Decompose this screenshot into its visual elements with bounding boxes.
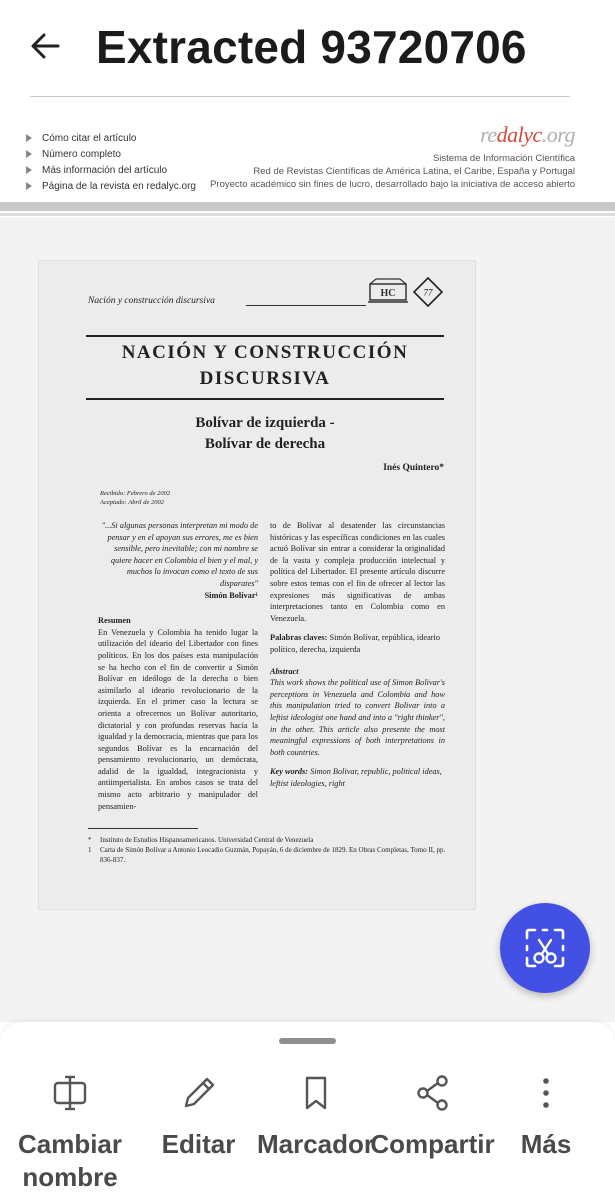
article-link-label: Cómo citar el artículo bbox=[42, 132, 137, 144]
sheet-drag-handle[interactable] bbox=[279, 1038, 336, 1044]
header-top-line bbox=[30, 96, 570, 97]
triangle-bullet-icon bbox=[26, 150, 32, 158]
triangle-bullet-icon bbox=[26, 182, 32, 190]
rename-icon bbox=[51, 1074, 89, 1112]
share-button[interactable] bbox=[370, 1074, 495, 1194]
article-link-label: Más información del artículo bbox=[42, 164, 168, 176]
page-number-badge bbox=[413, 277, 443, 307]
bookmark-icon bbox=[297, 1074, 335, 1112]
article-link[interactable] bbox=[26, 130, 196, 146]
scanned-page bbox=[38, 260, 476, 910]
article-link[interactable] bbox=[26, 178, 196, 194]
scan-fab-button[interactable] bbox=[500, 903, 590, 993]
resumen-text: En Venezuela y Colombia ha tenido lugar la utilización del ideario del Libertador con fines políticos. En los dos países esta manipulación se ha hecho con el fin de convertir a Simón Bolívar en ideólogo de la derecha o bien asimilarlo al ideario revolucionario de la izquierda. En el primer caso la lectura se orienta a ofrecernos un Bolívar autoritario, dictatorial y con profundas reservas hacia la igualdad y la democracia, mientras que para los segundos Bolívar es la encarnación del pensamiento revolucionario, un demócrata, adalid de la igualdad, integracionista y antiimperialista. En ambos casos se trata del mismo acto arbitrario y manipulador del pensamien- bbox=[98, 627, 258, 811]
svg-text:77: 77 bbox=[423, 287, 433, 298]
triangle-bullet-icon bbox=[26, 134, 32, 142]
footnote-rule bbox=[88, 828, 198, 829]
info-line: Red de Revistas Científicas de América Latina, el Caribe, España y Portugal bbox=[253, 166, 575, 177]
more-label: Más bbox=[520, 1129, 572, 1159]
epigraph-source: Simón Bolívar¹ bbox=[204, 590, 258, 600]
article-link[interactable] bbox=[26, 162, 196, 178]
abstract-heading: Abstract bbox=[270, 666, 299, 676]
svg-text:HC: HC bbox=[380, 288, 396, 299]
resumen-heading: Resumen bbox=[98, 616, 131, 626]
bookmark-label: Marcador bbox=[256, 1129, 375, 1159]
article-section-title: NACIÓN Y CONSTRUCCIÓN DISCURSIVA bbox=[121, 342, 409, 389]
footnote: * Instituto de Estudios Hispanoamericanos. Universidad Central de Venezuela bbox=[88, 836, 314, 844]
share-label: Compartir bbox=[370, 1129, 495, 1159]
keywords: Palabras claves: Simón Bolívar, república, ideario político, derecha, izquierda bbox=[270, 633, 440, 654]
redalyc-header bbox=[0, 92, 615, 217]
more-vertical-icon bbox=[527, 1074, 565, 1112]
footnote: 1 Carta de Simón Bolívar a Antonio Leocadio Guzmán, Popayán, 6 de diciembre de 1829. En Obras Completas, Tomo II, pp. 836-837. bbox=[88, 846, 446, 864]
bottom-action-sheet bbox=[0, 1022, 615, 1200]
hc-logo-icon bbox=[368, 278, 408, 304]
redalyc-info bbox=[210, 152, 575, 191]
footnotes bbox=[88, 835, 448, 865]
english-keywords: Key words: Simon Bolivar, republic, political ideas, leftist ideologies, right bbox=[270, 767, 442, 788]
rename-button[interactable] bbox=[0, 1074, 140, 1194]
left-column bbox=[98, 520, 258, 812]
article-link-label: Página de la revista en redalyc.org bbox=[42, 180, 196, 192]
edit-button[interactable] bbox=[140, 1074, 257, 1194]
article-author: Inés Quintero* bbox=[383, 463, 444, 473]
epigraph-quote: "...Si algunas personas interpretan mi modo de pensar y en el apoyan sus errores, me es bien sensible, pero inevitable; con mi nombre se quiere hacer en Colombia el bien y el mal, y muchos lo invocan como el texto de sus disparates" bbox=[101, 521, 258, 588]
redalyc-logo: redalyc.org bbox=[480, 122, 575, 147]
running-head: Nación y construcción discursiva bbox=[88, 296, 215, 306]
header-band-thin bbox=[0, 213, 615, 216]
header-band bbox=[0, 202, 615, 211]
more-button[interactable] bbox=[491, 1074, 601, 1194]
article-link-label: Número completo bbox=[42, 148, 121, 160]
info-line: Sistema de Información Científica bbox=[432, 153, 575, 164]
article-links bbox=[26, 130, 196, 194]
rename-label: Cambiar nombre bbox=[17, 1129, 123, 1192]
arrow-left-icon bbox=[26, 26, 66, 66]
back-button[interactable] bbox=[26, 26, 66, 66]
article-link[interactable] bbox=[26, 146, 196, 162]
article-title: Bolívar de izquierda - Bolívar de derecha bbox=[195, 415, 335, 452]
right-column bbox=[270, 520, 445, 789]
title-rule-bottom bbox=[86, 398, 444, 400]
bookmark-button[interactable] bbox=[257, 1074, 374, 1194]
title-rule-top bbox=[86, 335, 444, 337]
abstract-text: This work shows the political use of Simon Bolivar's perceptions in Venezuela and Colombia and how this manipulation tried to convert Bolivar into a leftist ideologist one hand and into a "right thinker", in the other. This article also presente the most meaningful expressions of both interpretations in both countries. bbox=[270, 678, 445, 757]
pencil-icon bbox=[180, 1074, 218, 1112]
page-title: Extracted 93720706 bbox=[96, 21, 527, 73]
action-bar bbox=[0, 1074, 615, 1194]
triangle-bullet-icon bbox=[26, 166, 32, 174]
edit-label: Editar bbox=[161, 1129, 236, 1159]
resumen-continuation: to de Bolívar al desatender las circunstancias históricas y las específicas condiciones en las cuales actuó Bolívar sin entrar a considerar la originalidad de la vasta y compleja producción intelectual y política del Libertador. El presente artículo discurre sobre estos temas con el fin de ofrecer al lector las expresiones más significativas de ambas interpretaciones tanto en Colombia como en Venezuela. bbox=[270, 521, 445, 623]
app-bar bbox=[0, 0, 615, 92]
document-viewer[interactable] bbox=[0, 92, 615, 1022]
share-icon bbox=[414, 1074, 452, 1112]
info-line: Proyecto académico sin fines de lucro, desarrollado bajo la iniciativa de acceso abierto bbox=[210, 179, 575, 190]
article-dates: Recibido: Febrero de 2002 Aceptado: Abril de 2002 bbox=[100, 490, 171, 506]
running-head-rule bbox=[246, 305, 366, 306]
scan-crop-scissors-icon bbox=[523, 926, 567, 970]
